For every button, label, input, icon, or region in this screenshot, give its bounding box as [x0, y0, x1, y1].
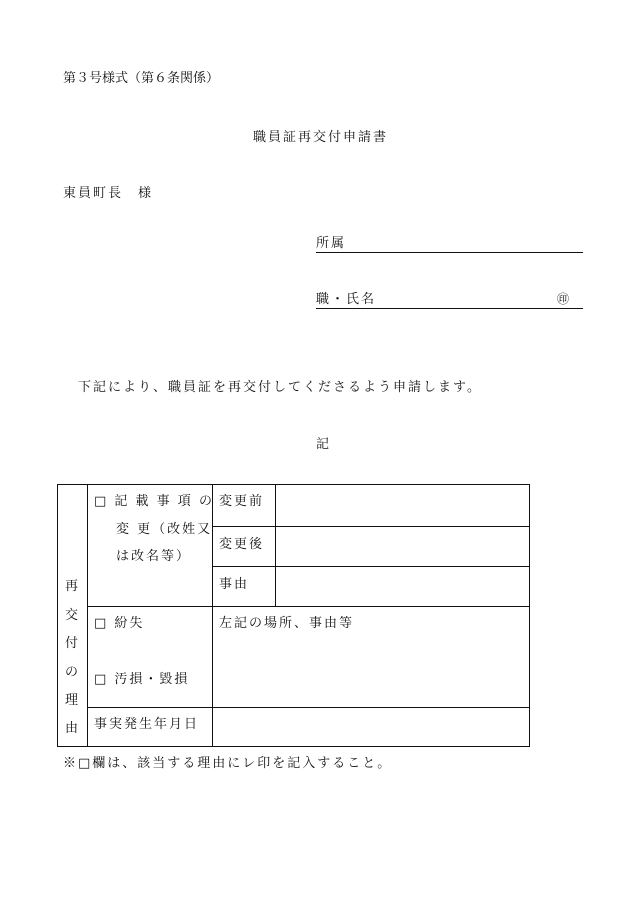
option-change-line2: 変 更（改姓又 — [116, 522, 213, 537]
change-reason-label: 事由 — [219, 577, 250, 592]
occurrence-date-label: 事実発生年月日 — [94, 717, 200, 732]
side-label-char: 交 — [65, 608, 79, 623]
option-change-checkbox[interactable]: □ 記 載 事 項 の — [94, 494, 214, 509]
reason-detail-label: 左記の場所、事由等 — [219, 616, 355, 631]
table-border-bottom — [57, 746, 530, 747]
seal-mark: ㊞ — [556, 292, 569, 306]
option-damaged-checkbox[interactable]: □ 汚損・毀損 — [94, 672, 190, 687]
change-before-label: 変更前 — [219, 494, 265, 509]
table-divider-change-labels — [275, 484, 276, 607]
side-label-char: 由 — [65, 721, 79, 736]
table-rule-after-before — [212, 526, 530, 527]
ki-heading: 記 — [316, 437, 330, 452]
name-field — [316, 290, 583, 309]
table-rule-after-after — [212, 566, 530, 567]
affiliation-field — [316, 234, 583, 253]
side-label-char: 再 — [65, 579, 79, 594]
side-label-char: 理 — [65, 693, 79, 708]
option-lost-checkbox[interactable]: □ 紛失 — [94, 616, 145, 631]
table-border-left — [57, 484, 58, 747]
table-rule-after-change — [87, 606, 530, 607]
form-number: 第３号様式（第６条関係） — [63, 71, 220, 86]
table-border-top — [57, 484, 530, 485]
affiliation-label: 所属 — [316, 236, 347, 251]
change-after-label: 変更後 — [219, 537, 265, 552]
request-text: 下記により、職員証を再交付してくださるよう申請します。 — [78, 380, 482, 395]
table-rule-before-date — [87, 707, 530, 708]
side-label-char: の — [65, 665, 79, 680]
side-label-char: 付 — [65, 636, 79, 651]
addressee: 東員町長 様 — [63, 186, 154, 201]
option-change-line3: は改名等） — [116, 549, 192, 564]
document-title: 職員証再交付申請書 — [253, 130, 389, 145]
name-label: 職・氏名 — [316, 292, 377, 307]
footnote: ※□欄は、該当する理由にレ印を記入すること。 — [63, 756, 393, 771]
